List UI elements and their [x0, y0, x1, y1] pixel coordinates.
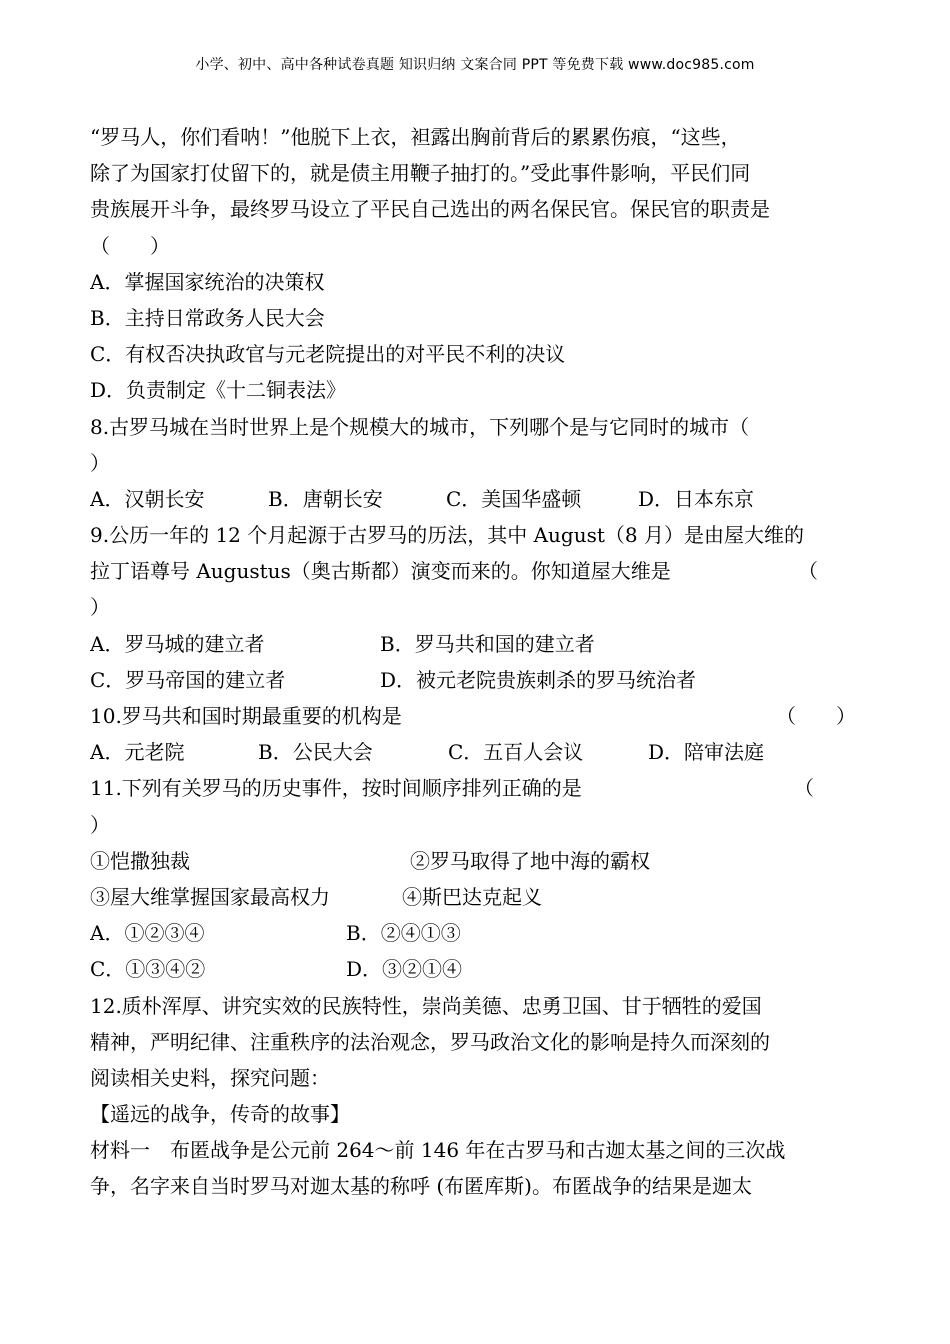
q7-option-c: C．有权否决执政官与元老院提出的对平民不利的决议 — [90, 342, 566, 367]
q10-option-c: C．五百人会议 — [448, 740, 584, 765]
q9-line-2-text: 拉丁语尊号 Augustus（奥古斯都）演变而来的。你知道屋大维是 — [90, 559, 671, 584]
q12-line-2: 精神，严明纪律、注重秩序的法治观念，罗马政治文化的影响是持久而深刻的 — [90, 1029, 770, 1054]
q11-option-c: C．①③④② — [90, 957, 206, 982]
q8-option-a: A．汉朝长安 — [90, 486, 205, 511]
q8-line-2: ） — [90, 450, 110, 475]
q9-answer-blank: （ — [798, 559, 818, 584]
q11-option-a: A．①②③④ — [90, 921, 205, 946]
q7-line-1: “罗马人，你们看呐！”他脱下上衣，袒露出胸前背后的累累伤痕，“这些， — [90, 125, 741, 149]
q7-answer-blank: （ ） — [90, 233, 170, 258]
q9-line-1: 9.公历一年的 12 个月起源于古罗马的历法，其中 August（8 月）是由屋大维的 — [90, 523, 804, 548]
q11-option-d: D．③②①④ — [346, 957, 463, 982]
q11-options-row-1 — [90, 915, 868, 951]
q9-option-b: B．罗马共和国的建立者 — [380, 631, 595, 656]
q9-options-row-1 — [90, 626, 868, 662]
document-body — [90, 119, 868, 1205]
q12-line-3: 阅读相关史料，探究问题： — [90, 1065, 330, 1090]
q8-options-row — [90, 481, 868, 517]
q10-stem-row — [90, 698, 868, 734]
q11-option-b: B．②④①③ — [346, 921, 461, 946]
q12-material-1-line-1: 材料一 布匿战争是公元前 264～前 146 年在古罗马和古迦太基之间的三次战 — [90, 1138, 786, 1163]
q10-answer-blank: （ ） — [776, 704, 856, 728]
q9-option-d: D．被元老院贵族刺杀的罗马统治者 — [380, 667, 697, 692]
q11-options-row-2 — [90, 951, 868, 987]
q9-options-row-2 — [90, 662, 868, 698]
q11-stem-row — [90, 770, 868, 806]
q8-option-d: D．日本东京 — [638, 486, 755, 511]
q12-material-1-line-2: 争，名字来自当时罗马对迦太基的称呼 (布匿库斯)。布匿战争的结果是迦太 — [90, 1174, 752, 1199]
q7-option-d: D．负责制定《十二铜表法》 — [90, 378, 347, 403]
q11-items-row-1 — [90, 843, 868, 879]
q10-option-a: A．元老院 — [90, 740, 185, 765]
q7-option-a: A．掌握国家统治的决策权 — [90, 269, 325, 294]
q11-item-1: ①恺撒独裁 — [90, 848, 190, 873]
q7-option-b: B．主持日常政务人民大会 — [90, 305, 325, 330]
q11-items-row-2 — [90, 879, 868, 915]
q8-option-b: B．唐朝长安 — [268, 486, 383, 511]
q12-line-1: 12.质朴浑厚、讲究实效的民族特性，崇尚美德、忠勇卫国、甘于牺牲的爱国 — [90, 993, 762, 1018]
q11-item-2: ②罗马取得了地中海的霸权 — [410, 848, 650, 873]
q9-line-2 — [90, 553, 868, 589]
q11-line-2: ） — [90, 812, 110, 837]
q10-option-d: D．陪审法庭 — [648, 740, 765, 765]
q11-item-4: ④斯巴达克起义 — [402, 884, 542, 909]
q9-option-a: A．罗马城的建立者 — [90, 631, 265, 656]
q7-line-2: 除了为国家打仗留下的，就是债主用鞭子抽打的。”受此事件影响，平民们同 — [90, 161, 751, 186]
q7-line-3: 贵族展开斗争，最终罗马设立了平民自己选出的两名保民官。保民官的职责是 — [90, 197, 770, 222]
q11-answer-blank: （ — [794, 776, 814, 801]
q10-stem: 10.罗马共和国时期最重要的机构是 — [90, 704, 402, 728]
q8-option-c: C．美国华盛顿 — [446, 486, 582, 511]
q10-option-b: B．公民大会 — [258, 740, 373, 765]
q10-options-row — [90, 734, 868, 770]
q11-item-3: ③屋大维掌握国家最高权力 — [90, 884, 330, 909]
q12-section-title: 【遥远的战争，传奇的故事】 — [90, 1102, 350, 1127]
page-header: 小学、初中、高中各种试卷真题 知识归纳 文案合同 PPT 等免费下载 www.doc985.com — [195, 57, 755, 73]
q11-stem: 11.下列有关罗马的历史事件，按时间顺序排列正确的是 — [90, 776, 582, 801]
q9-line-3: ） — [90, 595, 110, 620]
q8-line-1: 8.古罗马城在当时世界上是个规模大的城市，下列哪个是与它同时的城市（ — [90, 414, 750, 439]
q9-option-c: C．罗马帝国的建立者 — [90, 667, 286, 692]
